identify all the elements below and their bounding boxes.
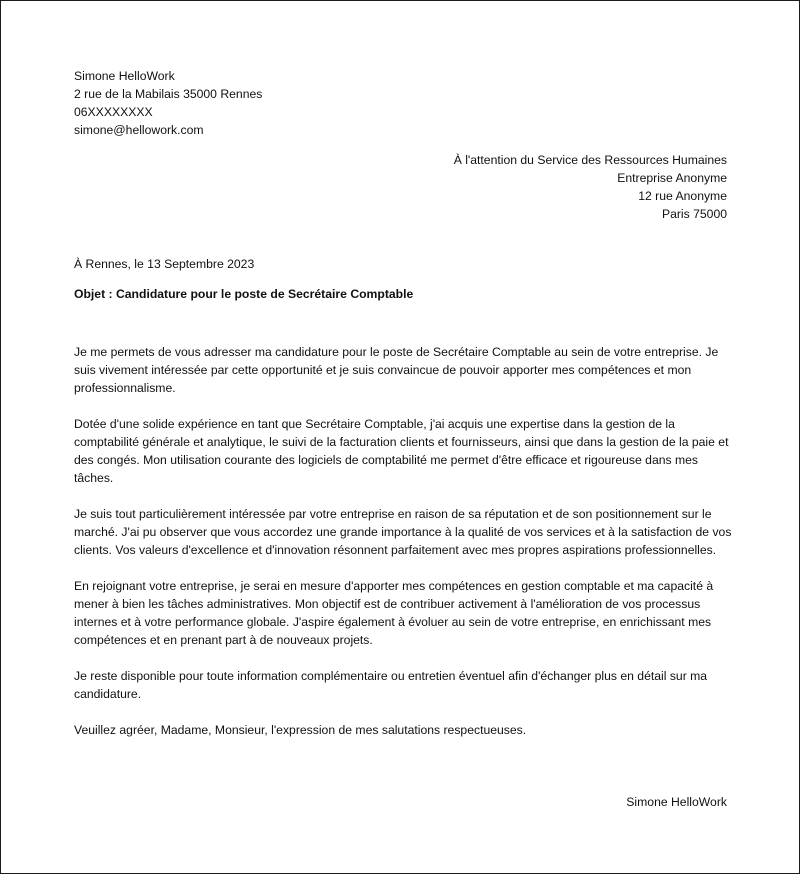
paragraph-availability: Je reste disponible pour toute information complémentaire ou entretien éventuel afin d'échanger plus en détail sur ma candidature. xyxy=(74,669,708,701)
sender-email: simone@hellowork.com xyxy=(74,123,204,137)
recipient-attention: À l'attention du Service des Ressources Humaines xyxy=(453,153,727,167)
paragraph-contribution: En rejoignant votre entreprise, je serai en mesure d'apporter mes compétences en gestion comptable et ma capacité à mener à bien les tâches administratives. Mon objectif est de contribuer activement à l'amélioration de vos processus internes et à votre performance globale. J'aspire également à évoluer au sein de votre entreprise, en enrichissant mes compétences et en prenant part à de nouveaux projets. xyxy=(74,579,714,647)
recipient-block xyxy=(454,151,727,223)
paragraph-company-interest: Je suis tout particulièrement intéressée par votre entreprise en raison de sa réputation et de son positionnement sur le marché. J'ai pu observer que vous accordez une grande importance à la qualité de vos services et à la satisfaction de vos clients. Vos valeurs d'excellence et d'innovation résonnent parfaitement avec mes propres aspirations professionnelles. xyxy=(74,507,732,557)
recipient-company: Entreprise Anonyme xyxy=(617,171,727,185)
subject-line: Objet : Candidature pour le poste de Secrétaire Comptable xyxy=(74,287,414,301)
sender-address: 2 rue de la Mabilais 35000 Rennes xyxy=(74,87,263,101)
signature: Simone HelloWork xyxy=(626,795,727,809)
sender-phone: 06XXXXXXXX xyxy=(74,105,153,119)
paragraph-introduction: Je me permets de vous adresser ma candidature pour le poste de Secrétaire Comptable au sein de votre entreprise. Je suis vivement intéressée par cette opportunité et je suis convaincue de pouvoir apporter mes compétences et mon professionnalisme. xyxy=(74,345,719,395)
paragraph-closing: Veuillez agréer, Madame, Monsieur, l'expression de mes salutations respectueuses. xyxy=(74,723,527,737)
paragraph-experience: Dotée d'une solide expérience en tant que Secrétaire Comptable, j'ai acquis une expertise dans la gestion de la comptabilité générale et analytique, le suivi de la facturation clients et fournisseurs, ainsi que dans la gestion de la paie et des congés. Mon utilisation courante des logiciels de comptabilité me permet d'être efficace et rigoureuse dans mes tâches. xyxy=(74,417,729,485)
sender-block xyxy=(74,67,262,139)
date-line: À Rennes, le 13 Septembre 2023 xyxy=(74,257,255,271)
recipient-street: 12 rue Anonyme xyxy=(638,189,727,203)
recipient-city: Paris 75000 xyxy=(661,207,727,221)
sender-name: Simone HelloWork xyxy=(74,69,175,83)
letter-body xyxy=(74,343,734,757)
